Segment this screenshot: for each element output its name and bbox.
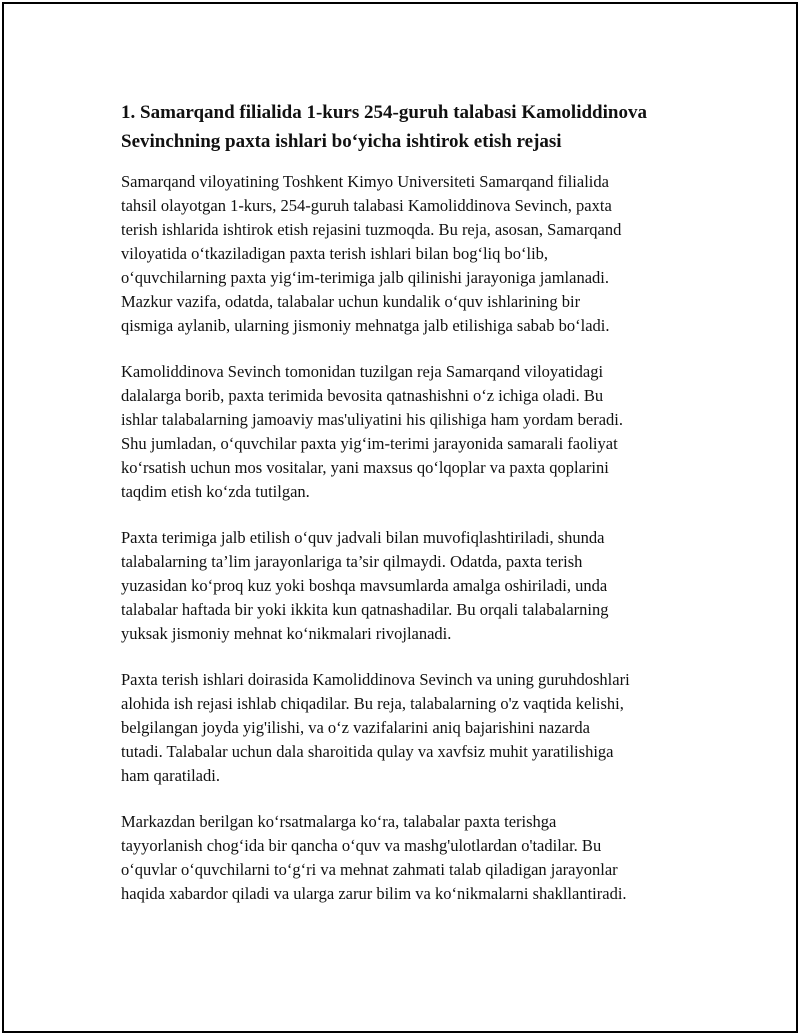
paragraph-4: Paxta terish ishlari doirasida Kamoliddinova Sevinch va uning guruhdoshlari alohida ish rejasi ishlab chiqadilar. Bu reja, talabalarning o'z vaqtida kelishi, belgilangan joyda yig'ilishi, va o‘z vazifalarini aniq bajarishini nazarda tutadi. Talabalar uchun dala sharoitida qulay va xavfsiz muhit yaratilishiga ham qaratiladi. [121,670,630,785]
paragraph-3: Paxta terimiga jalb etilish o‘quv jadvali bilan muvofiqlashtiriladi, shunda talabalarning ta’lim jarayonlariga ta’sir qilmaydi. Odatda, paxta terish yuzasidan ko‘proq kuz yoki boshqa mavsumlarda amalga oshiriladi, unda talabalar haftada bir yoki ikkita kun qatnashadilar. Bu orqali talabalarning yuksak jismoniy mehnat ko‘nikmalari rivojlanadi. [121,528,609,643]
paragraph-1: Samarqand viloyatining Toshkent Kimyo Universiteti Samarqand filialida tahsil olayotgan 1-kurs, 254-guruh talabasi Kamoliddinova Sevinch, paxta terish ishlarida ishtirok etish rejasini tuzmoqda. Bu reja, asosan, Samarqand viloyatida o‘tkaziladigan paxta terish ishlari bilan bog‘liq bo‘lib, o‘quvchilarning paxta yig‘im-terimiga jalb qilinishi jarayoniga jamlanadi. Mazkur vazifa, odatda, talabalar uchun kundalik o‘quv ishlarining bir qismiga aylanib, ularning jismoniy mehnatga jalb etilishiga sabab bo‘ladi. [121,172,622,335]
paragraph-5: Markazdan berilgan ko‘rsatmalarga ko‘ra, talabalar paxta terishga tayyorlanish chog‘ida bir qancha o‘quv va mashg'ulotlardan o'tadilar. Bu o‘quvlar o‘quvchilarni to‘g‘ri va mehnat zahmati talab qiladigan jarayonlar haqida xabardor qiladi va ularga zarur bilim va ko‘nikmalarni shakllantiradi. [121,812,627,903]
document-title: 1. Samarqand filialida 1-kurs 254-guruh talabasi Kamoliddinova Sevinchning paxta ishlari bo‘yicha ishtirok etish rejasi [121,102,647,152]
paragraph-2: Kamoliddinova Sevinch tomonidan tuzilgan reja Samarqand viloyatidagi dalalarga borib, paxta terimida bevosita qatnashishni o‘z ichiga oladi. Bu ishlar talabalarning jamoaviy mas'uliyatini his qilishiga ham yordam beradi. Shu jumladan, o‘quvchilar paxta yig‘im-terimi jarayonida samarali faoliyat ko‘rsatish uchun mos vositalar, yani maxsus qo‘lqoplar va paxta qoplarini taqdim etish ko‘zda tutilgan. [121,362,623,501]
page-frame [2,2,798,1033]
document-body [121,98,701,906]
